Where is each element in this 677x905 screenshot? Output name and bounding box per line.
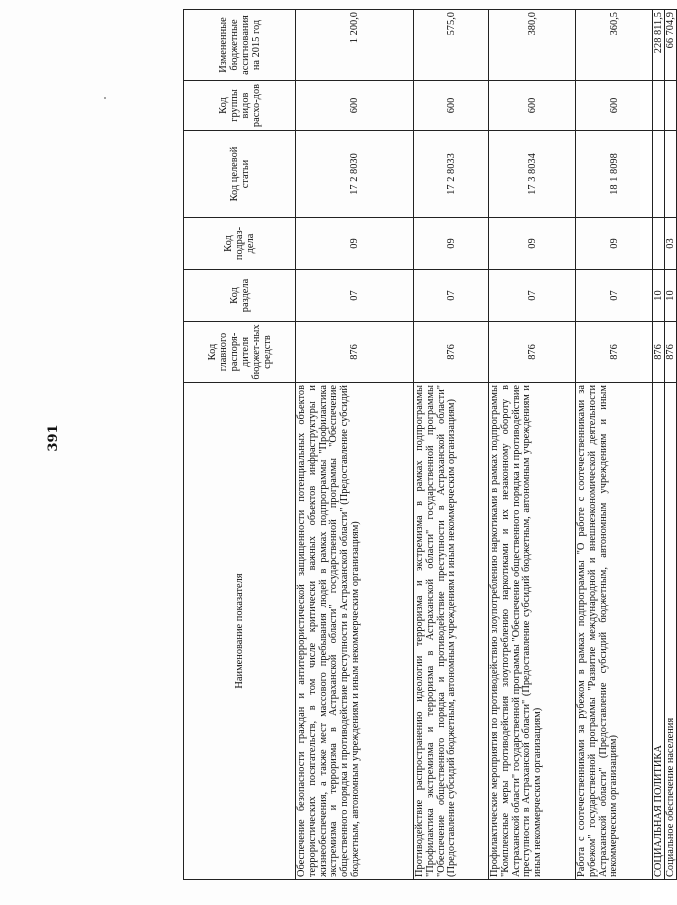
row-target-code xyxy=(665,131,677,218)
table-row xyxy=(665,10,677,880)
row-subsection-code: 09 xyxy=(296,218,414,270)
row-name: СОЦИАЛЬНАЯ ПОЛИТИКА xyxy=(653,383,665,880)
row-amount: 228 811,5 xyxy=(653,10,665,81)
header-target-code: Код целевой статьи xyxy=(184,131,296,218)
row-amount: 360,5 xyxy=(576,10,653,81)
row-name: Противодействие распространению идеологии терроризма и экстремизма в рамках подпрограммы "Профилактика экстремизма и терроризма в Астраханской области" государственной программы "Обеспечение общественного порядка и противодействие преступности в Астраханской области" (Предоставление субсидий бюджетным, автономным учреждениям и иным некоммерческим организациям) xyxy=(414,383,489,880)
row-expense-group-code xyxy=(665,81,677,131)
row-gl-code: 876 xyxy=(576,322,653,383)
row-subsection-code: 09 xyxy=(414,218,489,270)
row-target-code: 18 1 8098 xyxy=(576,131,653,218)
row-section-code: 10 xyxy=(665,270,677,322)
row-target-code: 17 2 8030 xyxy=(296,131,414,218)
row-amount: 575,0 xyxy=(414,10,489,81)
row-amount: 66 704,9 xyxy=(665,10,677,81)
table-row xyxy=(296,10,414,880)
row-section-code: 07 xyxy=(489,270,576,322)
row-expense-group-code: 600 xyxy=(576,81,653,131)
row-section-code: 07 xyxy=(576,270,653,322)
row-gl-code: 876 xyxy=(296,322,414,383)
row-section-code: 07 xyxy=(414,270,489,322)
header-name: Наименование показателя xyxy=(184,383,296,880)
row-section-code: 10 xyxy=(653,270,665,322)
row-expense-group-code xyxy=(653,81,665,131)
header-amount: Измененные бюджетные ассигнования на 2015 год xyxy=(184,10,296,81)
row-gl-code: 876 xyxy=(414,322,489,383)
scan-speck xyxy=(104,97,106,99)
table-row xyxy=(414,10,489,880)
table-row xyxy=(653,10,665,880)
row-name: Профилактические мероприятия по противодействию злоупотреблению наркотиками в рамках подпрограммы "Комплексные меры противодействия злоупотреблению наркотиками и их незаконному обороту в Астраханской области" государственной программы "Обеспечение общественного порядка и противодействие преступности в Астраханской области" (Предоставление субсидий бюджетным, автономным учреждениям и иным некоммерческим организациям) xyxy=(489,383,576,880)
row-target-code: 17 2 8033 xyxy=(414,131,489,218)
row-subsection-code: 03 xyxy=(665,218,677,270)
row-target-code: 17 3 8034 xyxy=(489,131,576,218)
row-expense-group-code: 600 xyxy=(296,81,414,131)
table-row xyxy=(489,10,576,880)
row-name: Обеспечение безопасности граждан и антитеррористической защищенности потенциальных объектов террористических посягательств, в том числе критически важных объектов инфраструктуры и жизнеобеспечения, а также мест массового пребывания людей в рамках подпрограммы "Профилактика экстремизма и терроризма в Астраханской области" государственной программы "Обеспечение общественного порядка и противодействие преступности в Астраханской области" (Предоставление субсидий бюджетным, автономным учреждениям и иным некоммерческим организациям) xyxy=(296,383,414,880)
row-name: Работа с соотечественниками за рубежом в рамках подпрограммы "О работе с соотечественниками за рубежом" государственной программы "Развитие международной и внешнеэкономической деятельности Астраханской области" (Предоставление субсидий бюджетным, автономным учреждениям и иным некоммерческим организациям) xyxy=(576,383,653,880)
row-amount: 380,0 xyxy=(489,10,576,81)
header-expense-group-code: Код группы видов расхо-дов xyxy=(184,81,296,131)
table-row xyxy=(576,10,653,880)
row-expense-group-code: 600 xyxy=(414,81,489,131)
header-row xyxy=(184,10,296,880)
row-amount: 1 200,0 xyxy=(296,10,414,81)
row-gl-code: 876 xyxy=(653,322,665,383)
row-subsection-code: 09 xyxy=(489,218,576,270)
budget-table xyxy=(183,9,677,880)
row-subsection-code xyxy=(653,218,665,270)
header-subsection-code: Код подраз-дела xyxy=(184,218,296,270)
row-target-code xyxy=(653,131,665,218)
header-section-code: Код раздела xyxy=(184,270,296,322)
row-subsection-code: 09 xyxy=(576,218,653,270)
header-gl-code: Код главного распоря-дителя бюджет-ных средств xyxy=(184,322,296,383)
row-name: Социальное обеспечение населения xyxy=(665,383,677,880)
row-expense-group-code: 600 xyxy=(489,81,576,131)
page-number: 391 xyxy=(46,424,61,452)
rotated-table-container xyxy=(183,10,676,880)
row-gl-code: 876 xyxy=(665,322,677,383)
row-gl-code: 876 xyxy=(489,322,576,383)
row-section-code: 07 xyxy=(296,270,414,322)
